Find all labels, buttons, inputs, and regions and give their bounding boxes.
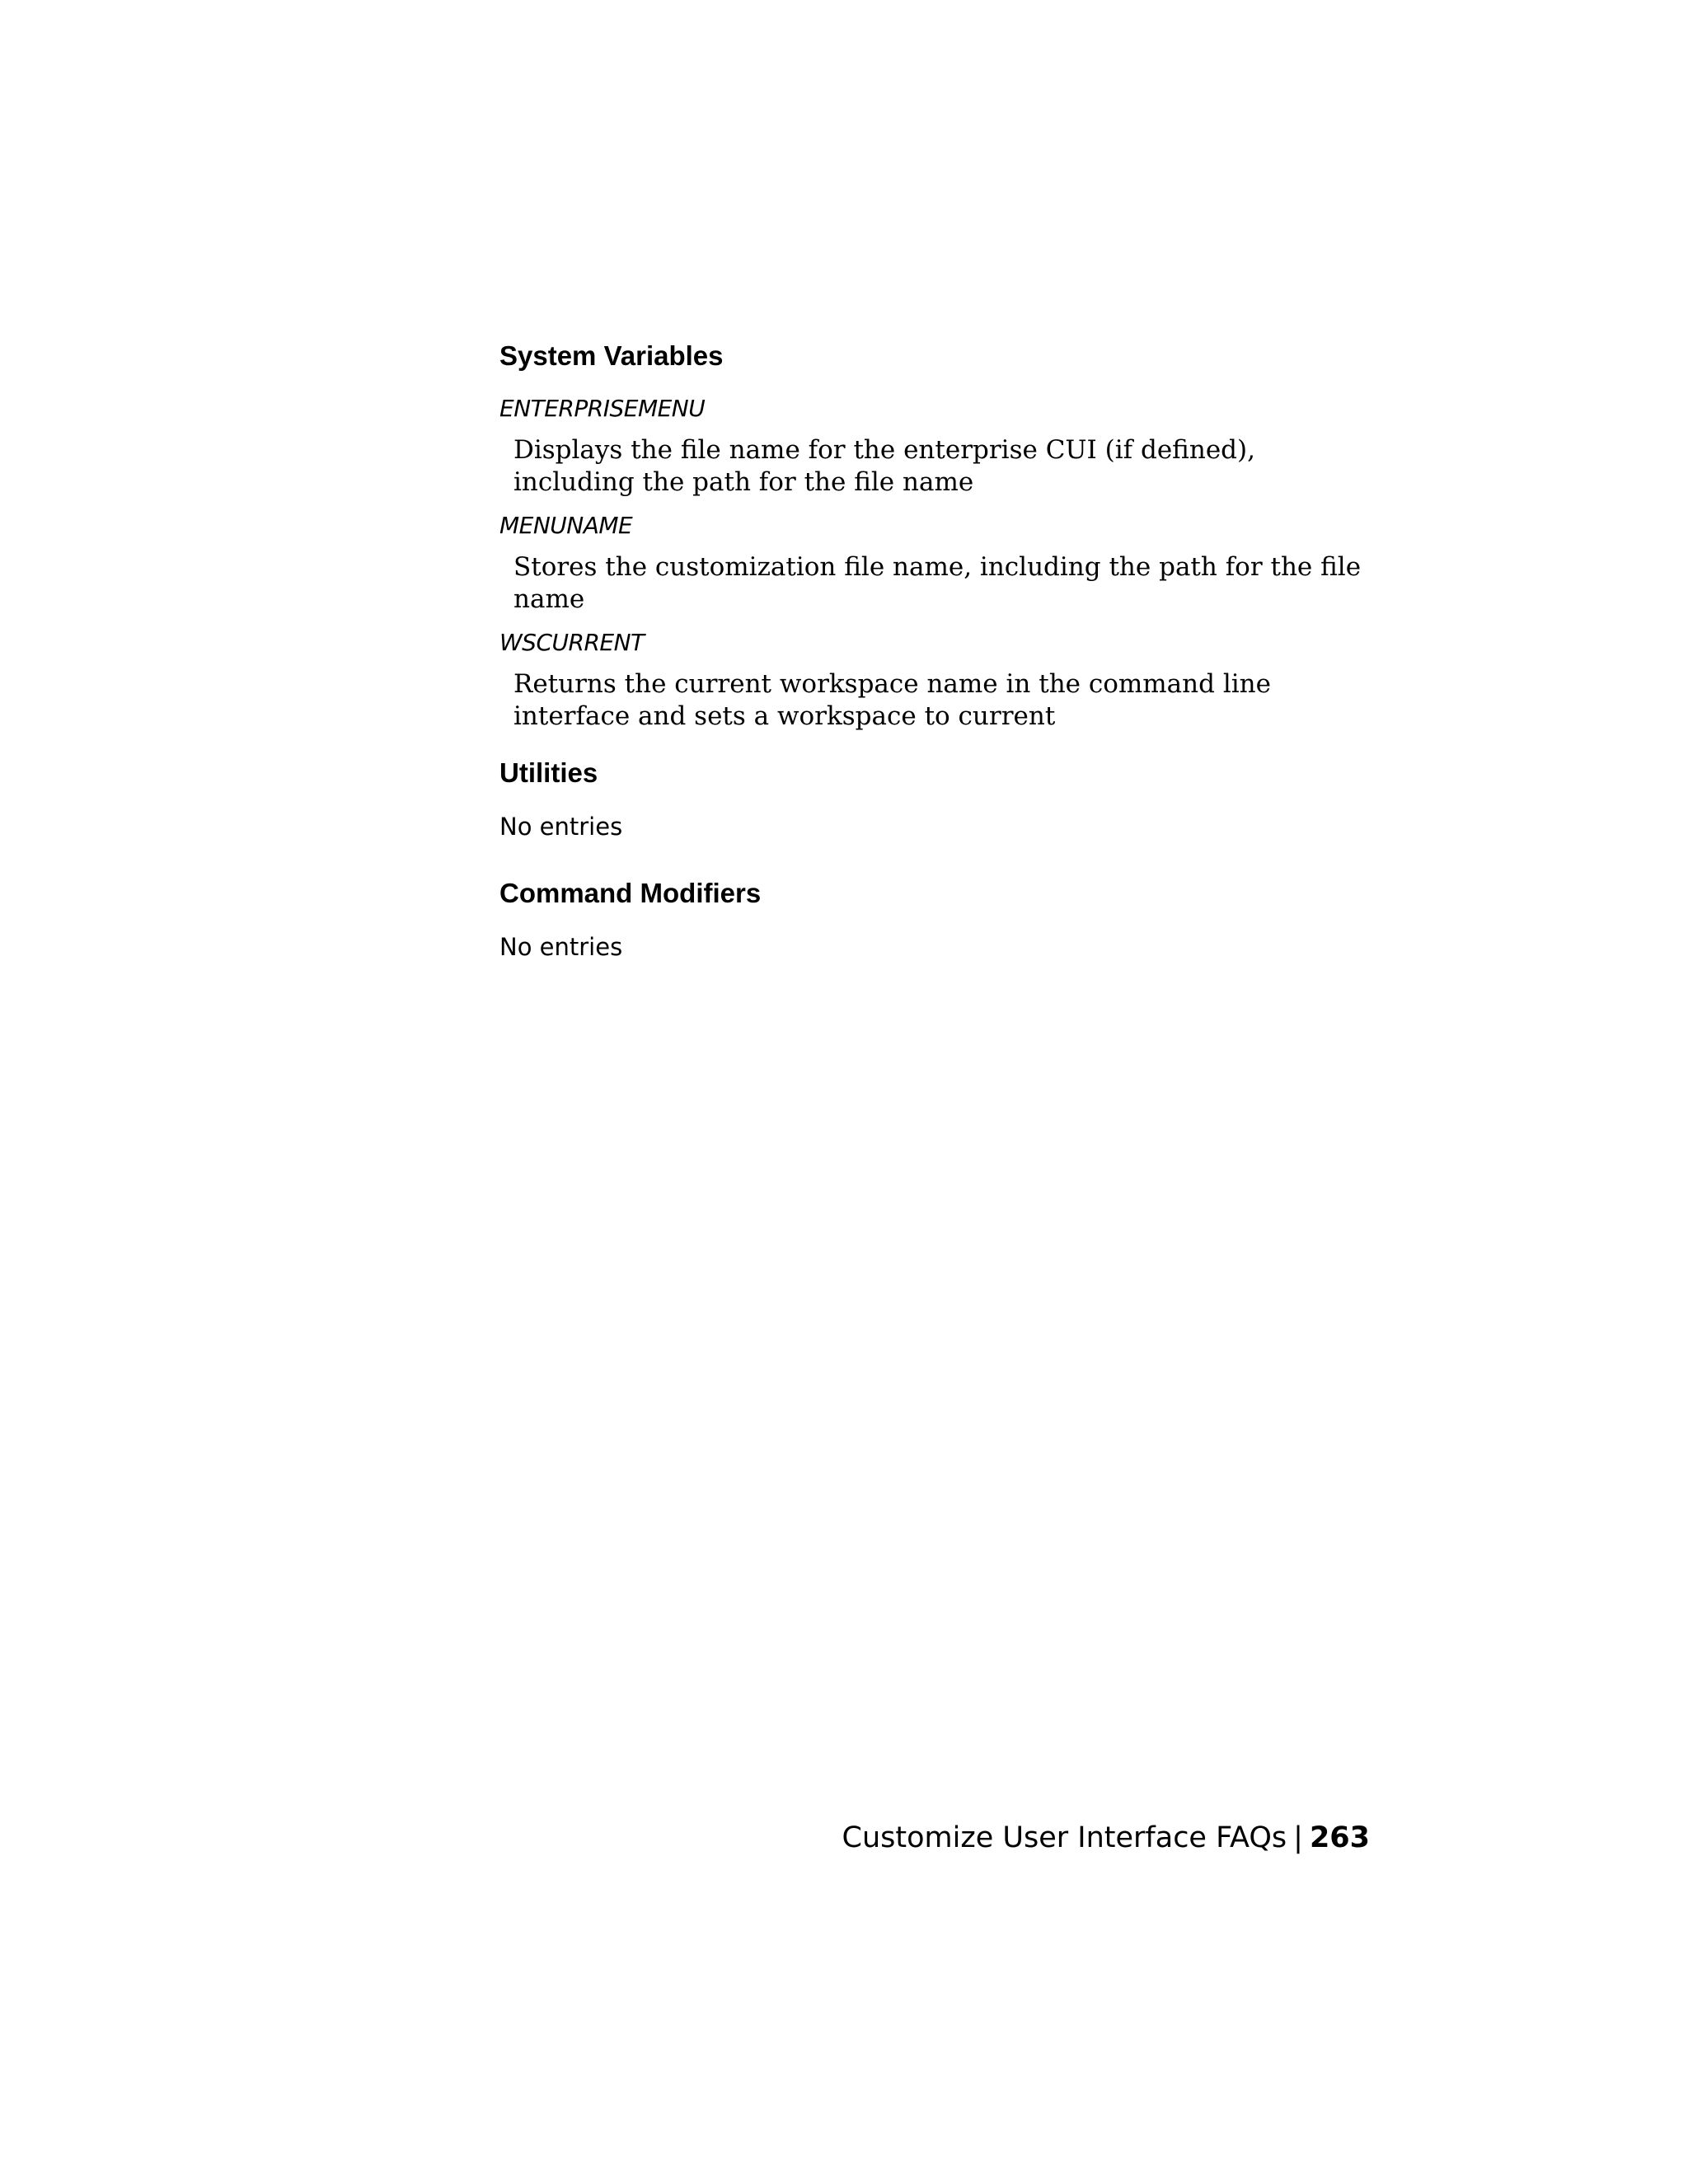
utilities-heading: Utilities bbox=[499, 757, 598, 788]
page-content bbox=[499, 336, 1373, 964]
command-modifiers-heading: Command Modifiers bbox=[499, 878, 762, 908]
term-enterprisemenu: ENTERPRISEMENU bbox=[499, 395, 706, 422]
utilities-text: No entries bbox=[499, 813, 623, 841]
description-enterprisemenu: Displays the file name for the enterprise CUI (if defined), including the path for the file name bbox=[513, 435, 1255, 497]
term-menuname: MENUNAME bbox=[499, 512, 633, 539]
footer-title: Customize User Interface FAQs bbox=[842, 1821, 1287, 1854]
footer-separator: | bbox=[1293, 1821, 1303, 1854]
term-wscurrent: WSCURRENT bbox=[499, 629, 645, 656]
page-number: 263 bbox=[1309, 1821, 1370, 1854]
page-footer bbox=[842, 1818, 1370, 1858]
system-variables-heading: System Variables bbox=[499, 340, 724, 371]
description-menuname: Stores the customization file name, including the path for the file name bbox=[513, 552, 1362, 614]
description-wscurrent: Returns the current workspace name in the command line interface and sets a workspace to current bbox=[513, 669, 1271, 731]
command-modifiers-text: No entries bbox=[499, 933, 623, 961]
